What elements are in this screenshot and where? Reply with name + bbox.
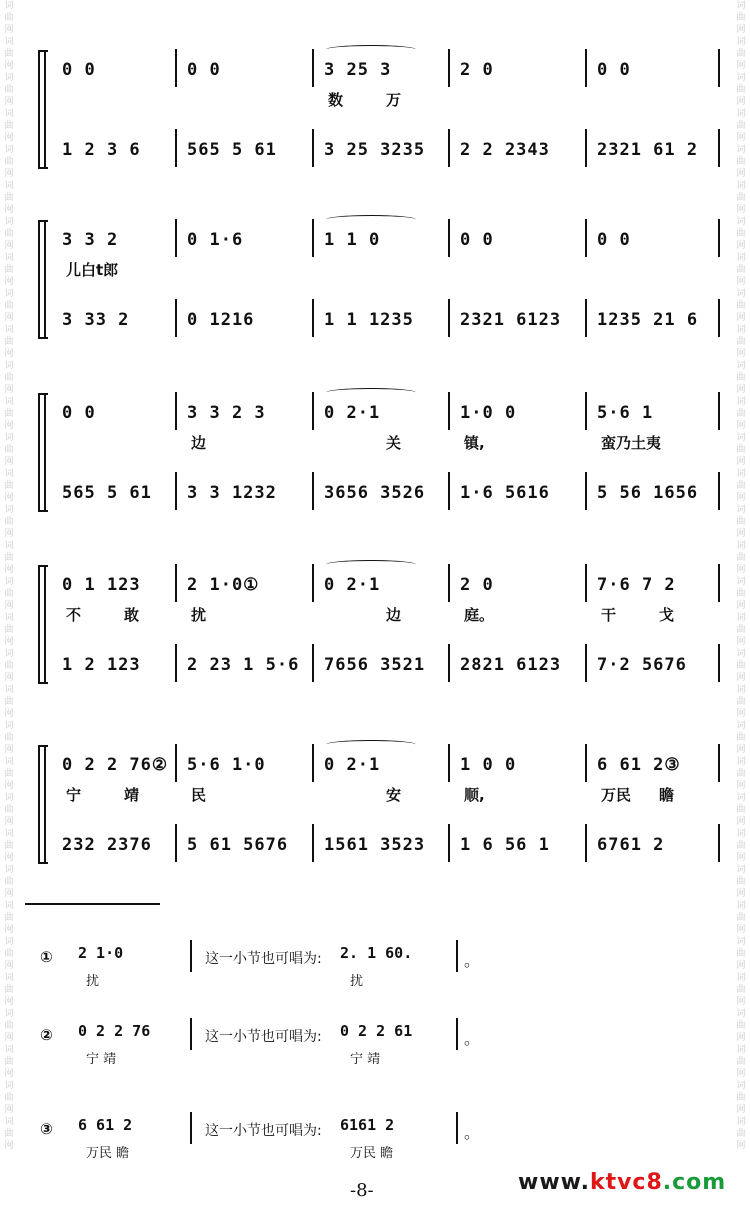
- page-number: -8-: [350, 1180, 374, 1201]
- lyric-syllable: 万: [386, 91, 402, 109]
- system-bracket: [38, 745, 48, 864]
- footnote-alt-lyric: 万民 瞻: [350, 1146, 394, 1161]
- accompaniment-measure: 0 1216: [187, 310, 255, 330]
- bar-line: [718, 564, 720, 602]
- footnote: [40, 940, 500, 1000]
- bar-line: [718, 129, 720, 167]
- system-bracket: [38, 50, 48, 169]
- lyric-syllable: 民: [191, 786, 207, 804]
- bar-line: [448, 472, 450, 510]
- footnote-alt-notes: 6161 2: [340, 1116, 395, 1134]
- bar-line: [175, 744, 177, 782]
- footnote-lyric: 宁 靖: [86, 1052, 117, 1067]
- bar-line: [312, 744, 314, 782]
- bar-line: [175, 299, 177, 337]
- bar-line: [448, 129, 450, 167]
- vocal-measure: 0 0: [62, 60, 96, 80]
- bar-line: [718, 219, 720, 257]
- accompaniment-measure: 3656 3526: [324, 483, 426, 503]
- bar-line: [448, 49, 450, 87]
- accompaniment-measure: 7·2 5676: [597, 655, 687, 675]
- site-logo: www.ktvc8.com: [518, 1170, 727, 1195]
- footnote-alt-notes: 0 2 2 61: [340, 1022, 413, 1040]
- bar-line: [585, 824, 587, 862]
- lyric-line: [52, 89, 732, 111]
- bar-line: [175, 392, 177, 430]
- system-bracket: [38, 565, 48, 684]
- watermark-right: 词曲网词曲网词曲网词曲网词曲网词曲网词曲网词曲网词曲网词曲网词曲网词曲网词曲网词曲网词曲网词曲网词曲网词曲网词曲网词曲网词曲网词曲网词曲网词曲网词曲网词曲网词曲网词曲网词曲网词曲网词曲网词曲网: [736, 1, 746, 1151]
- accompaniment-measure: 1561 3523: [324, 835, 426, 855]
- score-system: [0, 45, 750, 175]
- vocal-measure: 5·6 1·0: [187, 755, 266, 775]
- accompaniment-staff: [52, 650, 732, 680]
- bar-line: [585, 129, 587, 167]
- vocal-measure: 0 0: [597, 230, 631, 250]
- bar-line: [312, 299, 314, 337]
- lyric-syllable: 扰: [191, 606, 207, 624]
- bar-line: [718, 299, 720, 337]
- vocal-measure: 0 2·1: [324, 575, 381, 595]
- footnote-lyric: 扰: [86, 974, 100, 989]
- accompaniment-measure: 232 2376: [62, 835, 152, 855]
- vocal-measure: 3 25 3: [324, 60, 392, 80]
- accompaniment-measure: 2 23 1 5·6: [187, 655, 300, 675]
- lyric-syllable: 安: [386, 786, 402, 804]
- vocal-staff: [52, 55, 732, 85]
- vocal-measure: 1 1 0: [324, 230, 381, 250]
- bar-line: [175, 472, 177, 510]
- vocal-measure: 0 0: [460, 230, 494, 250]
- accompaniment-measure: 3 3 1232: [187, 483, 277, 503]
- footnote-alt-lyric: 宁 靖: [350, 1052, 381, 1067]
- footnote: [40, 1112, 500, 1172]
- accompaniment-measure: 6761 2: [597, 835, 665, 855]
- lyric-line: [52, 259, 732, 281]
- slur: [326, 215, 416, 224]
- bar-line: [718, 49, 720, 87]
- bar-line: [175, 824, 177, 862]
- vocal-measure: 0 1 123: [62, 575, 141, 595]
- accompaniment-measure: 1 2 123: [62, 655, 141, 675]
- footnote-marker: ①: [40, 948, 53, 966]
- vocal-measure: 7·6 7 2: [597, 575, 676, 595]
- lyric-syllable: 蛮乃土夷: [601, 434, 662, 452]
- bar-line: [448, 824, 450, 862]
- system-bracket-line: [44, 50, 46, 169]
- lyric-syllable: 宁: [66, 786, 82, 804]
- vocal-measure: 1 0 0: [460, 755, 517, 775]
- vocal-staff: [52, 570, 732, 600]
- vocal-measure: 3 3 2 3: [187, 403, 266, 423]
- lyric-syllable: 万民: [601, 786, 632, 804]
- bar-line: [312, 219, 314, 257]
- lyric-syllable: 数: [328, 91, 344, 109]
- lyric-syllable: 关: [386, 434, 402, 452]
- bar-line: [585, 392, 587, 430]
- vocal-measure: 2 1·0①: [187, 575, 260, 595]
- bar-line: [585, 564, 587, 602]
- vocal-measure: 0 2 2 76②: [62, 755, 169, 775]
- lyric-line: [52, 604, 732, 626]
- bar-line: [175, 219, 177, 257]
- bar-line: [448, 299, 450, 337]
- bar-line: [312, 129, 314, 167]
- footnote-bar-line: [456, 1018, 458, 1050]
- lyric-syllable: 边: [191, 434, 207, 452]
- bar-line: [585, 644, 587, 682]
- footnote-notes: 2 1·0: [78, 944, 124, 962]
- accompaniment-measure: 1 1 1235: [324, 310, 414, 330]
- vocal-measure: 0 0: [62, 403, 96, 423]
- bar-line: [312, 472, 314, 510]
- accompaniment-measure: 1·6 5616: [460, 483, 550, 503]
- vocal-staff: [52, 398, 732, 428]
- bar-line: [312, 392, 314, 430]
- footnote: [40, 1018, 500, 1078]
- vocal-measure: 1·0 0: [460, 403, 517, 423]
- accompaniment-measure: 1 6 56 1: [460, 835, 550, 855]
- footnote-notes: 6 61 2: [78, 1116, 133, 1134]
- vocal-measure: 0 1·6: [187, 230, 244, 250]
- accompaniment-measure: 2321 6123: [460, 310, 562, 330]
- accompaniment-staff: [52, 478, 732, 508]
- vocal-measure: 3 3 2: [62, 230, 119, 250]
- bar-line: [718, 744, 720, 782]
- footnote-bar-line: [456, 940, 458, 972]
- accompaniment-staff: [52, 305, 732, 335]
- accompaniment-measure: 1 2 3 6: [62, 140, 141, 160]
- footnote-bar-line: [190, 1112, 192, 1144]
- footnote-bar-line: [190, 1018, 192, 1050]
- footnote-notes: 0 2 2 76: [78, 1022, 151, 1040]
- bar-line: [718, 824, 720, 862]
- accompaniment-measure: 3 25 3235: [324, 140, 426, 160]
- accompaniment-measure: 1235 21 6: [597, 310, 699, 330]
- bar-line: [175, 129, 177, 167]
- score-system: [0, 560, 750, 690]
- bar-line: [175, 564, 177, 602]
- system-bracket-line: [44, 220, 46, 339]
- bar-line: [585, 299, 587, 337]
- bar-line: [585, 744, 587, 782]
- accompaniment-measure: 5 61 5676: [187, 835, 289, 855]
- system-bracket-line: [44, 565, 46, 684]
- accompaniment-measure: 2821 6123: [460, 655, 562, 675]
- lyric-syllable: 干: [601, 606, 617, 624]
- vocal-measure: 6 61 2③: [597, 755, 681, 775]
- vocal-measure: 2 0: [460, 60, 494, 80]
- vocal-measure: 0 2·1: [324, 403, 381, 423]
- footnote-end-mark: 。: [464, 1029, 481, 1048]
- watermark-left: 词曲网词曲网词曲网词曲网词曲网词曲网词曲网词曲网词曲网词曲网词曲网词曲网词曲网词曲网词曲网词曲网词曲网词曲网词曲网词曲网词曲网词曲网词曲网词曲网词曲网词曲网词曲网词曲网词曲网词曲网词曲网词曲网: [4, 1, 14, 1151]
- footnote-end-mark: 。: [464, 951, 481, 970]
- footnote-text: 这一小节也可唱为:: [205, 951, 322, 967]
- bar-line: [448, 644, 450, 682]
- slur: [326, 740, 416, 749]
- accompaniment-measure: 565 5 61: [187, 140, 277, 160]
- vocal-staff: [52, 750, 732, 780]
- bar-line: [175, 49, 177, 87]
- bar-line: [448, 564, 450, 602]
- system-bracket-line: [44, 745, 46, 864]
- bar-line: [312, 644, 314, 682]
- bar-line: [718, 472, 720, 510]
- footnote-end-mark: 。: [464, 1123, 481, 1142]
- lyric-syllable: 庭。: [464, 606, 495, 624]
- vocal-staff: [52, 225, 732, 255]
- accompaniment-staff: [52, 830, 732, 860]
- lyric-syllable: 镇,: [464, 434, 485, 452]
- bar-line: [585, 219, 587, 257]
- footnote-bar-line: [190, 940, 192, 972]
- accompaniment-staff: [52, 135, 732, 165]
- lyric-line: [52, 784, 732, 806]
- vocal-measure: 5·6 1: [597, 403, 654, 423]
- bar-line: [448, 744, 450, 782]
- lyric-syllable: 边: [386, 606, 402, 624]
- score-system: [0, 215, 750, 345]
- lyric-syllable: 敢: [124, 606, 140, 624]
- bar-line: [585, 49, 587, 87]
- lyric-line: [52, 432, 732, 454]
- vocal-measure: 0 0: [187, 60, 221, 80]
- accompaniment-measure: 2321 61 2: [597, 140, 699, 160]
- footnote-text: 这一小节也可唱为:: [205, 1029, 322, 1045]
- vocal-measure: 2 0: [460, 575, 494, 595]
- lyric-syllable: 靖: [124, 786, 140, 804]
- footnote-alt-notes: 2. 1 60.: [340, 944, 413, 962]
- vocal-measure: 0 0: [597, 60, 631, 80]
- bar-line: [585, 472, 587, 510]
- bar-line: [175, 644, 177, 682]
- footnote-lyric: 万民 瞻: [86, 1146, 130, 1161]
- lyric-syllable: 顺,: [464, 786, 485, 804]
- lyric-syllable: 儿白t郎: [66, 261, 119, 279]
- bar-line: [312, 49, 314, 87]
- footnote-marker: ②: [40, 1026, 53, 1044]
- bar-line: [448, 392, 450, 430]
- accompaniment-measure: 7656 3521: [324, 655, 426, 675]
- vocal-measure: 0 2·1: [324, 755, 381, 775]
- accompaniment-measure: 3 33 2: [62, 310, 130, 330]
- footnote-divider: [25, 903, 160, 905]
- system-bracket-line: [44, 393, 46, 512]
- footnote-bar-line: [456, 1112, 458, 1144]
- bar-line: [312, 824, 314, 862]
- slur: [326, 45, 416, 54]
- footnote-marker: ③: [40, 1120, 53, 1138]
- footnote-alt-lyric: 扰: [350, 974, 364, 989]
- accompaniment-measure: 565 5 61: [62, 483, 152, 503]
- bar-line: [448, 219, 450, 257]
- lyric-syllable: 戈: [659, 606, 675, 624]
- footnote-text: 这一小节也可唱为:: [205, 1123, 322, 1139]
- bar-line: [312, 564, 314, 602]
- system-bracket: [38, 393, 48, 512]
- lyric-syllable: 瞻: [659, 786, 675, 804]
- slur: [326, 560, 416, 569]
- system-bracket: [38, 220, 48, 339]
- score-system: [0, 388, 750, 518]
- bar-line: [718, 644, 720, 682]
- lyric-syllable: 不: [66, 606, 82, 624]
- accompaniment-measure: 2 2 2343: [460, 140, 550, 160]
- bar-line: [718, 392, 720, 430]
- slur: [326, 388, 416, 397]
- score-system: [0, 740, 750, 870]
- accompaniment-measure: 5 56 1656: [597, 483, 699, 503]
